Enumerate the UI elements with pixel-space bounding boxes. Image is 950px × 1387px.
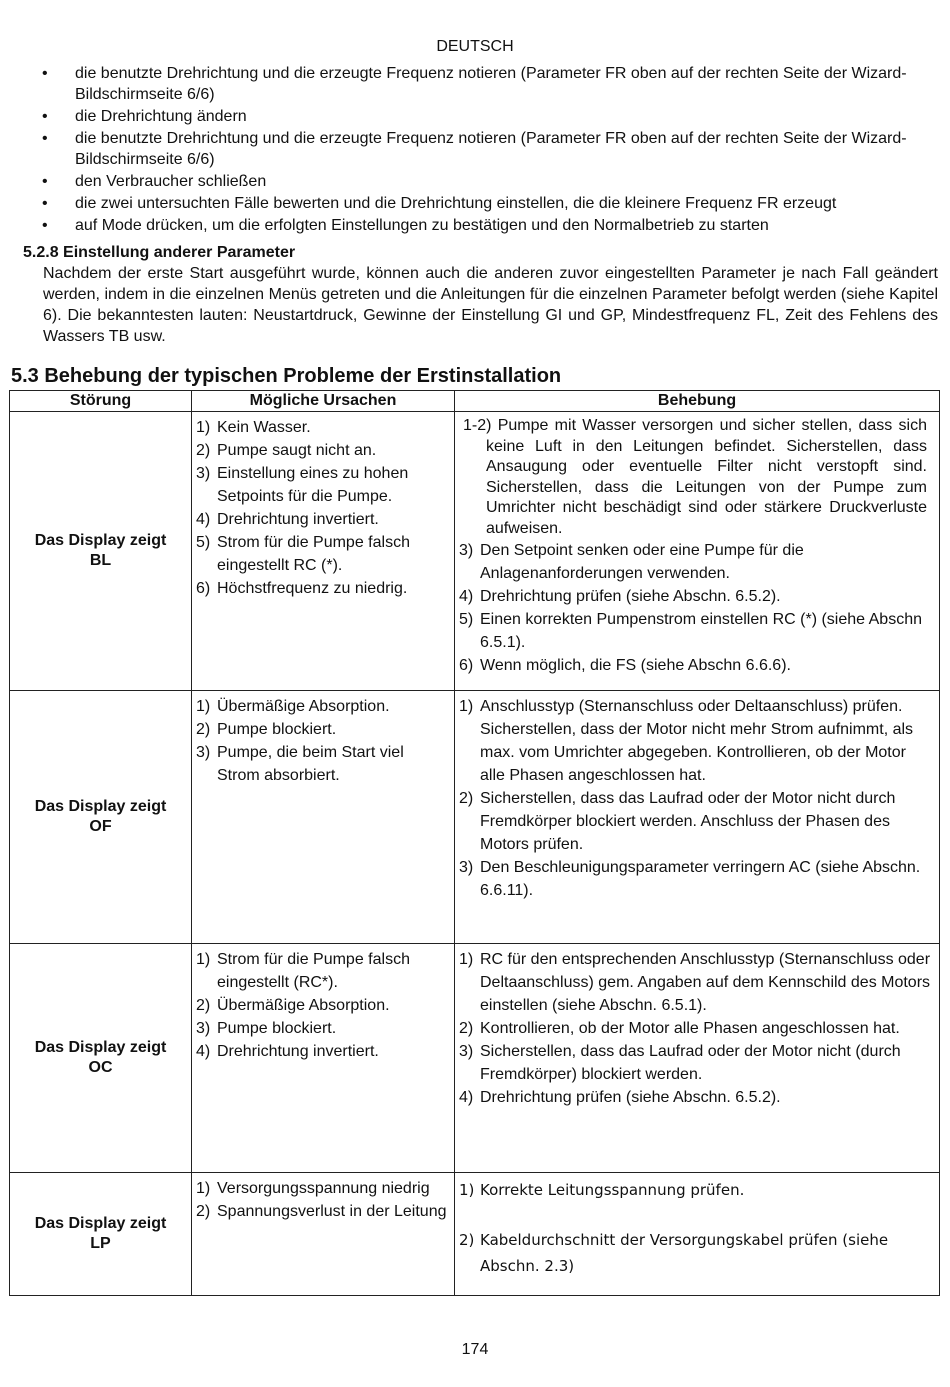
table-row [10,412,940,691]
list-item: 6) Wenn möglich, die FS (siehe Abschn 6.6.6). [459,657,791,674]
header-behebung: Behebung [455,391,940,412]
list-item: 1) Korrekte Leitungsspannung prüfen. [459,1181,745,1199]
list-item: 4) Drehrichtung prüfen (siehe Abschn. 6.5.2). [459,1089,781,1106]
list-item: 2) Kontrollieren, ob der Motor alle Phasen angeschlossen hat. [459,1020,900,1037]
list-item: 4) Drehrichtung invertiert. [196,511,379,528]
bullet-icon: • [42,65,48,82]
header-stoerung: Störung [10,391,192,412]
table-row [10,1173,940,1296]
list-item: 5) Strom für die Pumpe falsch eingestellt RC (*). [196,534,410,574]
table-row [10,944,940,1173]
ursachen-cell [192,1173,455,1296]
bullet-item: • die zwei untersuchten Fälle bewerten und die Drehrichtung einstellen, die die kleinere Frequenz FR erzeugt [42,195,837,212]
stoerung-cell: Das Display zeigt OC [10,944,192,1173]
bullet-icon: • [42,108,48,125]
list-item: 2) Übermäßige Absorption. [196,997,390,1014]
list-item: 2) Spannungsverlust in der Leitung [196,1203,447,1220]
list-item: 2) Kabeldurchschnitt der Versorgungskabel prüfen (siehe Abschn. 2.3) [459,1231,889,1275]
list-item: 2) Pumpe saugt nicht an. [196,442,377,459]
list-item: 3) Sicherstellen, dass das Laufrad oder der Motor nicht (durch Fremdkörper) blockiert werden. [459,1043,901,1083]
bullet-item: • die benutzte Drehrichtung und die erzeugte Frequenz notieren (Parameter FR oben auf der rechten Seite der Wizard-Bildschirmseite 6/6) [42,130,907,168]
bullet-icon: • [42,217,48,234]
bullet-item: • auf Mode drücken, um die erfolgten Einstellungen zu bestätigen und den Normalbetrieb zu starten [42,217,769,234]
bullet-item: • den Verbraucher schließen [42,173,267,190]
page-number: 174 [461,1341,489,1358]
ursachen-cell [192,944,455,1173]
list-item: 4) Drehrichtung prüfen (siehe Abschn. 6.5.2). [459,588,781,605]
ursachen-cell [192,691,455,944]
ursachen-cell [192,412,455,691]
list-item: 1) Strom für die Pumpe falsch eingestellt (RC*). [196,951,410,991]
bullet-list [36,63,941,237]
table-header-row [10,391,940,412]
list-item: 3) Pumpe, die beim Start viel Strom absorbiert. [196,744,404,784]
troubleshooting-table [9,390,940,1296]
bullet-icon: • [42,130,48,147]
stoerung-cell: Das Display zeigt BL [10,412,192,691]
behebung-cell [455,412,940,691]
section-528-body: Nachdem der erste Start ausgeführt wurde, können auch die anderen zuvor eingestellten Parameter je nach Fall geändert werden, indem in die einzelnen Menüs getreten und die Anleitungen für die einzelnen Parameter befolgt werden (siehe Kapitel 6). Die bekanntesten lauten: Neustartdruck, Gewinne der Einstellung GI und GP, Mindestfrequenz FL, Zeit des Fehlens des Wassers TB usw. [43,265,938,345]
stoerung-cell: Das Display zeigt LP [10,1173,192,1296]
section-53-heading: 5.3 Behebung der typischen Probleme der Erstinstallation [11,365,562,387]
list-item: 5) Einen korrekten Pumpenstrom einstellen RC (*) (siehe Abschn 6.5.1). [459,611,922,651]
list-item: 3) Pumpe blockiert. [196,1020,337,1037]
list-item: 3) Den Setpoint senken oder eine Pumpe für die Anlagenanforderungen verwenden. [459,542,804,582]
list-item: 1) Anschlusstyp (Sternanschluss oder Deltaanschluss) prüfen. Sicherstellen, dass der Motor nicht mehr Strom aufnimmt, als max. vom Umrichter abgegeben. Kontrollieren, ob der Motor alle Phasen angeschlossen hat. [459,698,914,784]
list-item: 1) RC für den entsprechenden Anschlusstyp (Sternanschluss oder Deltaanschluss) gem. Angaben auf dem Kennschild des Motors einstellen (siehe Abschn. 6.5.1). [459,951,931,1014]
stoerung-cell: Das Display zeigt OF [10,691,192,944]
list-item: 2) Sicherstellen, dass das Laufrad oder der Motor nicht durch Fremdkörper blockiert werden. Anschluss der Phasen des Motors prüfen. [459,790,896,853]
bullet-item: • die Drehrichtung ändern [42,108,247,125]
behebung-cell [455,944,940,1173]
list-item: 4) Drehrichtung invertiert. [196,1043,379,1060]
page-header-language: DEUTSCH [436,38,514,55]
list-item: 6) Höchstfrequenz zu niedrig. [196,580,408,597]
behebung-cell [455,691,940,944]
table-row [10,691,940,944]
list-item: 1) Versorgungsspannung niedrig [196,1180,430,1197]
section-528-heading: 5.2.8 Einstellung anderer Parameter [23,244,296,261]
list-item: 1-2) Pumpe mit Wasser versorgen und sicher stellen, dass sich keine Luft in den Leitungen befindet. Sicherstellen, dass Ansaugung oder eventuelle Filter nicht verstopft sind. Sicherstellen, dass die Leitungen von der Pumpe zum Umrichter nicht beschädigt sind oder stärkere Druckverluste aufweisen. [463,417,927,537]
list-item: 1) Kein Wasser. [196,419,311,436]
behebung-cell [455,1173,940,1296]
list-item: 1) Übermäßige Absorption. [196,698,390,715]
list-item: 3) Einstellung eines zu hohen Setpoints für die Pumpe. [196,465,409,505]
header-ursachen: Mögliche Ursachen [192,391,455,412]
list-item: 2) Pumpe blockiert. [196,721,337,738]
bullet-item: • die benutzte Drehrichtung und die erzeugte Frequenz notieren (Parameter FR oben auf der rechten Seite der Wizard-Bildschirmseite 6/6) [42,65,907,103]
bullet-icon: • [42,173,48,190]
bullet-icon: • [42,195,48,212]
list-item: 3) Den Beschleunigungsparameter verringern AC (siehe Abschn. 6.6.11). [459,859,921,899]
